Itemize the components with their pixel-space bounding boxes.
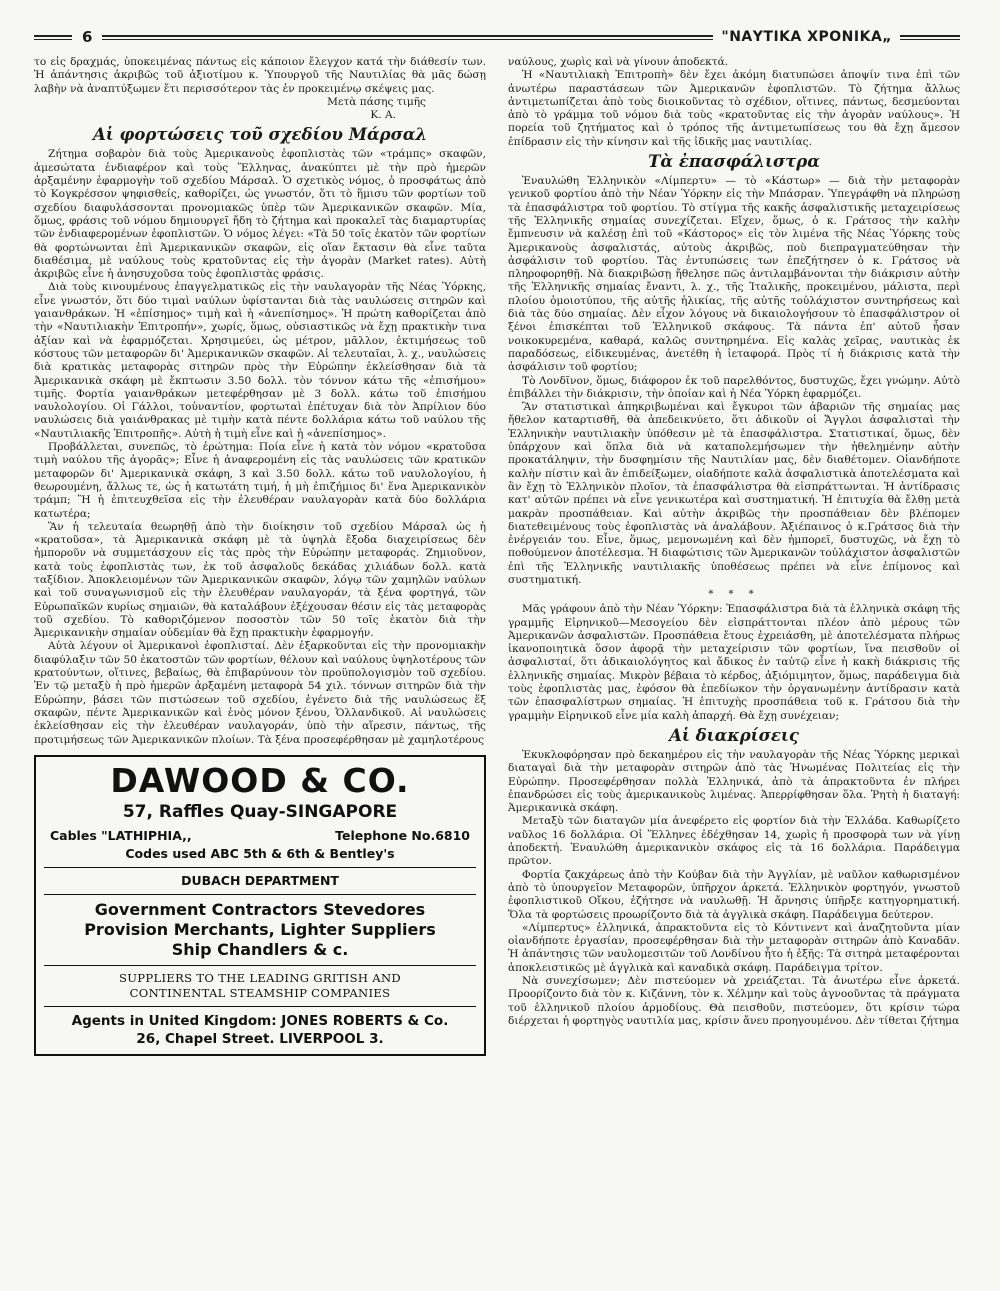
article-heading-discrimination: Αἱ διακρίσεις — [669, 725, 799, 745]
ad-services-line: Ship Chandlers & c. — [171, 939, 349, 959]
article-paragraph: Ἐναυλώθη Ἑλληνικὸν «Λίμπερτυ» — τὸ «Κάστωρ» — διὰ τὴν μεταφορὰν γενικοῦ φορτίου ἀπὸ τὴν Νέαν Ὑόρκην εἰς τὴν Μπάσραν. Ὑπεγράφθη νὰ πληρώσῃ τὰ ἐπασφάλιστρα τοῦ φορτίου. Τὸ στίγμα τῆς κακῆς ἀσφαλιστικῆς μεταχειρίσεως τῆς Ἑλληνικῆς σημαίας συνεχίζεται. Εἴχεν, ὅμως, ὁ κ. Γράτσος τὴν καλὴν ἔμπνευσιν νὰ καλέσῃ ἐπὶ τοῦ «Κάστορος» εἰς τὸν λιμένα τῆς Νέας Ὑόρκης τοὺς Ἀμερικανοὺς ἀσφαλιστάς, αὐτοὺς ἀκριβῶς, ποὺ διεπραγματεύθησαν τὴν ἀσφάλισιν τοῦ φορτίου. Τὰς ἐντυπώσεις των ἐπεζήτησεν ὁ κ. Γράτσος νὰ πληροφορηθῇ. Νὰ διακριβώσῃ ἤθελησε πῶς ἀντιλαμβάνονται τὴν διάκρισιν αὐτὴν τῆς Ἑλληνικῆς σημαίας ἔναντι, λ. χ., τῆς Ἰταλικῆς, προκειμένου, μάλιστα, περὶ πλοίου ὁμοιοτύπου, τῆς αὐτῆς ἡλικίας, τῆς αὐτῆς τοὐλάχιστον συντηρήσεως καὶ διὰ τὰς δύο σημαίας. Δὲν εἶχον λόγους νὰ δικαιολογήσουν τὸ ἐπασφάλιστρον οἱ ξένοι ἐπισκέπται τοῦ Ἑλληνικοῦ σκάφους. Τὰ πάντα ἐπ' αὐτοῦ ἦσαν νοικοκυρεμένα, καθαρά, καλῶς συντηρημένα. Εἰς καλὰς χεῖρας, ναυτικὰς ἐκ παραδόσεως, εἰδικευμένας, ἀνετέθη ἡ ἰεταφορά. Πρὸς τί ἡ διάκρισις κατὰ τὴν ἀσφάλισιν τοῦ φορτίου; — [508, 175, 960, 374]
section-separator: * * * — [708, 589, 760, 601]
article-paragraph: Νὰ συνεχίσωμεν; Δὲν πιστεύομεν νὰ χρειάζεται. Τὰ ἀνωτέρω εἶνε ἀρκετά. Προορίζοντο διὰ τὸν κ. Κιζάννη, τὸν κ. Χέλμην καὶ τοὺς ἀγνοοῦντας τὰ πράγματα τοῦ ἑλληνικοῦ πλοίου ἁρμοδίους. Θὰ πεισθοῦν, πιστεύομεν, ὅτι κρίσιν τώρα διέρχεται ἡ φορτηγὸς ναυτιλία μας, κρίσιν ἄνευ προηγουμένου. Δὲν τίθεται ζήτημα — [508, 975, 960, 1027]
columns — [34, 56, 960, 1056]
masthead-rule-right — [900, 35, 960, 40]
right-column — [508, 56, 960, 1056]
left-intro-text: το εἰς δραχμάς, ὑποκειμένας πάντως εἰς κάποιον ἔλεγχον κατά τὴν διάθεσίν των. Ἡ ἀπάντησις ἀκριβῶς τοῦ ἀξιοτίμου κ. Ὑπουργοῦ τῆς Ναυτιλίας θὰ μᾶς δώσῃ λαβὴν νὰ ἀναπτύξωμεν ἔτι περισσότερον τὰς ἐν προκειμένῳ σκέψεις μας. — [34, 56, 486, 95]
ad-divider — [44, 965, 476, 966]
article-paragraph: Ἂν στατιστικαὶ ἀπηκριβωμέναι καὶ ἔγκυροι τῶν ἀβαριῶν τῆς σημαίας μας ἤθελον καταρτισθῆ, θὰ ἀπεδεικνύετο, ὅτι ἀδικοῦν οἱ Ἄγγλοι ἀσφαλισταὶ τὴν Ἑλληνικὴν ναυτιλιακὴν ὑπόθεσιν μὲ τὰ ἐπασφάλιστρα. Στατιστικαί, ὅμως, δὲν ὑπάρχουν καὶ ὅπλα διὰ νὰ καταπολεμήσωμεν τὴν ἠθελημένην αὐτὴν προκατάληψιν, τὴν δυσφημίσιν τῆς Ναυτιλίαν μας, δὲν διαθέτομεν. Οἱανδήποτε καλὴν πίστιν καὶ ἂν ἐπιδείξωμεν, οἱαδήποτε καλὰ ἀσφαλιστικὰ ἀποτελέσματα καὶ ἂν ἔχῃ τὸ Ἑλληνικὸν πλοῖον, τὰ ἐπασφάλιστρα θὰ εἰσπράττωνται. Ἡ ἀντίδρασις κατ' αὐτῶν πρέπει νὰ εἶνε γενικωτέρα καὶ συστηματική. Ἡ ἐπιτυχία θὰ ἔλθῃ μετὰ μακρὰν προσπάθειαν. Καὶ αὐτὴν ἀκριβῶς τὴν προσπάθειαν δὲν βλέπομεν διατεθειμένους τοὺς ἐφοπλιστὰς νὰ ἀναλάβουν. Ἀξιέπαινος ὁ κ.Γράτσος διὰ τὴν ἐνέργειάν του. Εἶνε, ὅμως, μεμονωμένη καὶ δὲν ἠμπορεῖ, δυστυχῶς, νὰ ἔχῃ τὸ ποθούμενον ἀποτέλεσμα. Ἡ διαφώτισις τῶν Ἀμερικανῶν τοὐλάχιστον ἀσφαλιστῶν ἐπὶ τῆς Ἑλληνικῆς ναυτιλιακῆς ὑποθέσεως πρέπει νὰ εἶνε ἐπίμονος καὶ συστηματική. — [508, 401, 960, 586]
article-paragraph: Μᾶς γράφουν ἀπὸ τὴν Νέαν Ὑόρκην: Ἐπασφάλιστρα διὰ τὰ ἑλληνικὰ σκάφη τῆς γραμμῆς Εἰρηνικοῦ—Μεσογείου δὲν εἰσπράττονται πλέον ἀπὸ μέρους τῶν Ἀμερικανῶν ἀσφαλιστῶν. Προσπάθεια ἔτους ἐχρειάσθη, μὲ ἀποτελέσματα πλήρως ἱκανοποιητικὰ ὅσον ἀφορᾷ τὴν μεταχείρισιν τῶν φορτίων, ἵνα πεισθοῦν οἱ ἀσφαλισταί, ὅτι ἀδικαιολόγητος καὶ ἄδικος ἐν ταὐτῷ εἶνε ἡ κακὴ διάκρισις τῆς ἑλληνικῆς σημαίας. Μικρὸν βέβαια τὸ κέρδος, ἀξιόμιμητον, ὅμως, παράδειγμα διὰ τοὺς ἐφοπλιστὰς μας, ἐφόσον θὰ ἐπεδίωκον τὴν ὀργανωμένην ἀντίδρασιν κατὰ τῶν ἐπασφαλίστρων σημαίας. Ἡ ἐπιτυχὴς προσπάθεια τοῦ κ. Γράτσου διὰ τὴν γραμμὴν Εἰρηνικοῦ εἶνε μία καλὴ ἀπαρχή. Θὰ ἔχῃ συνέχειαν; — [508, 603, 960, 722]
advertisement-dawood — [34, 755, 486, 1056]
ad-divider — [44, 1006, 476, 1007]
article-paragraph: «Λίμπερτυς» ἑλληνικά, ἀπρακτοῦντα εἰς τὸ Κόντινεντ καὶ ἀναζητοῦντα μίαν οἱανδήποτε ἐργασίαν, προσεφέρθησαν διὰ τὴν μεταφορὰν σιτηρῶν ἀπὸ Καναδᾶν. Ἡ ἀπάντησις τῶν ναυλομεσιτῶν τοῦ Λονδίνου ἦτο ἡ ἑξῆς: Τὰ σιτηρὰ μεταφέρονται ἀποκλειστικῶς μὲ ἀγγλικὰ καὶ καναδικὰ σκάφη. Παράδειγμα τρίτον. — [508, 921, 960, 974]
ad-telephone: Telephone No.6810 — [335, 827, 470, 843]
ad-services-line: Provision Merchants, Lighter Suppliers — [84, 919, 436, 939]
ad-cables: Cables "LATHIPHIA,, — [50, 827, 192, 843]
ad-agents-line: Agents in United Kingdom: JONES ROBERTS & Co. — [71, 1012, 449, 1029]
newspaper-title: "ΝΑΥΤΙΚΑ ΧΡΟΝΙΚΑ„ — [721, 29, 892, 45]
article-paragraph: Ἂν ἡ τελευταία θεωρηθῇ ἀπὸ τὴν διοίκησιν τοῦ σχεδίου Μάρσαλ ὡς ἡ «κρατοῦσα», τὰ Ἀμερικανικὰ σκάφη μὲ τὰ ὑψηλὰ ἔξοδα διαχειρίσεως δὲν ἠμποροῦν νὰ συμμετάσχουν εἰς τὰς πρὸς τὴν Εὐρώπην μεταφοράς. Ζημιοῦνον, κατὰ τοὺς ἐφοπλιστὰς των, ἐκ τοῦ ἀσφαλοῦς δεκάδας χιλιάδων δολλ. κατὰ ταξίδιον. Ἀποκλειομένων τῶν Ἀμερικανικῶν σκαφῶν, λόγῳ τῶν χαμηλῶν ναύλων καὶ τοῦ συναγωνισμοῦ εἰς τὴν ἐλευθέραν ναυλαγοράν, τὰ ξένα φορτηγά, τῶν Εὐρωπαϊκῶν κυρίως σημαιῶν, θὰ καταλάβουν ἐξέχουσαν θέσιν εἰς τὰς μεταφορὰς τοῦ σχεδίου. Τὸ καθοριζόμενον ποσοστὸν τῶν 50 τοῖς ἑκατὸν διὰ τὴν Ἀμερικανικὴν σημαίαν οὐδεμίαν θὰ ἔχῃ πρακτικὴν ἐφαρμογήν. — [34, 520, 486, 640]
letter-initials: Κ. Α. — [370, 109, 396, 122]
ad-address: 57, Raffles Quay-SINGAPORE — [122, 801, 398, 822]
masthead-rule-middle — [102, 35, 713, 40]
article-paragraph: Τὸ Λονδῖνον, ὅμως, διάφορον ἐκ τοῦ παρελθόντος, δυστυχῶς, ἔχει γνώμην. Αὐτὸ ἐπιβάλλει τὴν διάκρισιν, τὴν ὁποίαν καὶ ἡ Νέα Ὑόρκη ἐφαρμόζει. — [508, 374, 960, 400]
ad-services-line: Government Contractors Stevedores — [94, 899, 426, 919]
letter-closing: Μετὰ πάσης τιμῆς — [327, 95, 426, 108]
article-paragraph: Φορτία ζακχάρεως ἀπὸ τὴν Κούβαν διὰ τὴν Ἀγγλίαν, μὲ ναῦλον καθωρισμένον ἀπὸ τὸ ὑπουργεῖον Μεταφορῶν, ὑπῆρχον ἀρκετά. Ἑλληνικὸν φορτηγόν, γνωστοῦ ἐφοπλιστικοῦ Οἴκου, ἐζήτησε νὰ ναυλωθῇ. Ἡ ἄρνησις ὑπῆρξε κατηγορηματική. Ὅλα τὰ φορτώσεις προωρίζοντο διὰ τὰ ἀγγλικὰ σκάφη. Παράδειγμα δεύτερον. — [508, 868, 960, 921]
ad-divider — [44, 867, 476, 868]
article-paragraph: Αὐτὰ λέγουν οἱ Ἀμερικανοὶ ἐφοπλισταί. Δὲν ἐξαρκοῦνται εἰς τὴν προνομιακὴν διαφύλαξιν τῶν 50 ἑκατοστῶν τῶν φορτίων, θέλουν καὶ ναύλους ὑψηλοτέρους τῶν κρατούντων, οἵτινες, βεβαίως, θὰ ἐπιβαρύνουν τὸν προϋπολογισμὸν τοῦ σχεδίου. Ἐν τῷ μεταξὺ ἡ πρὸ ἡμερῶν ἀρξαμένη μεταφορὰ 54 χιλ. τόννων σιτηρῶν διὰ τὴν Εὐρώπην, βάσει τῶν πιστώσεων τοῦ σχεδίου, ἐγένετο διὰ τῆς ναυλώσεως ἕξ σκαφῶν, πέντε Ἀμερικανικῶν καὶ ἑνὸς μόνον ξένου, Ὁλλανδικοῦ. Αἱ ναυλώσεις ἐκλείσθησαν εἰς τὴν ἐλευθέραν ναυλαγοράν, ὑπὸ τὴν αἵρεσιν, πάντως, τῆς προτιμήσεως τῶν Ἀμερικανικῶν πλοίων. Τὰ ξένα προσεφέρθησαν μὲ χαμηλοτέρους — [34, 640, 486, 746]
article-paragraph: Διὰ τοὺς κινουμένους ἐπαγγελματικῶς εἰς τὴν ναυλαγορὰν τῆς Νέας Ὑόρκης, εἶνε γνωστόν, ὅτι δύο τιμαὶ ναύλων ὑφίστανται διὰ τὰς ναυλώσεις σιτηρῶν καὶ γαιανθράκων. Ἡ «ἐπίσημος» τιμὴ καὶ ἡ «ἀνεπίσημος». Ἡ πρώτη καθορίζεται ἀπὸ τὴν «Ναυτιλιακὴν Ἐπιτροπήν», χωρίς, ὅμως, οὐσιαστικῶς νὰ ἔχῃ πρακτικὴν τινα ἀξίαν καὶ νὰ ἐφαρμόζεται. Χρησιμεύει, ὡς μέτρον, μᾶλλον, ἐκτιμήσεως τοῦ κόστους τῶν μεταφορῶν δι' Ἀμερικανικῶν σκαφῶν. Αἱ τελευταῖαι, λ. χ., ναυλώσεις διὰ κρατικὰς μεταφορὰς σιτηρῶν πρὸς τὴν Εὐρώπην ἐκλείσθησαν διὰ τὰ Ἀμερικανικὰ σκάφη μὲ ἔκπτωσιν 3.50 δολλ. τὸν τόννον κάτω τῆς «ἐπισήμου» τιμῆς. Φορτία γαιανθράκων μετεφέρθησαν μὲ 3 δολλ. κάτω τοῦ ἐπισήμου ναυλολογίου. Οἱ Γάλλοι, τοὐναντίον, φορτωταὶ ἐπέτυχαν διὰ τὸν Ἀπρίλιον δύο ναυλώσεις διὰ γαιάνθρακας μὲ τιμὴν κατὰ πέντε δολλάρια κάτω τοῦ ναύλου τῆς «Ναυτιλιακῆς Ἐπιτροπῆς». Αὐτὴ ἡ τιμὴ εἶνε καὶ ἡ «ἀνεπίσημος». — [34, 281, 486, 440]
article-paragraph: Μεταξὺ τῶν διαταγῶν μία ἀνεφέρετο εἰς φορτίον διὰ τὴν Ἑλλάδα. Καθωρίζετο ναῦλος 16 δολλάρια. Οἱ Ἕλληνες ἐδέχθησαν 14, χωρὶς ἡ προσφορὰ των νὰ γίνῃ ἀποδεκτή. Ἐναυλώθη ἀμερικανικὸν σκάφος εἰς τὰ 16 δολλάρια. Παράδειγμα πρῶτον. — [508, 815, 960, 868]
ad-agents-address: 26, Chapel Street. LIVERPOOL 3. — [136, 1030, 384, 1047]
ad-codes: Codes used ABC 5th & 6th & Bentley's — [125, 845, 395, 861]
ad-suppliers-line: SUPPLIERS TO THE LEADING GRITISH AND — [118, 970, 402, 985]
masthead-rule-left — [34, 35, 72, 40]
article-heading-surcharges: Τὰ ἐπασφάλιστρα — [648, 152, 820, 172]
article-paragraph: Ζήτημα σοβαρὸν διὰ τοὺς Ἀμερικανοὺς ἐφοπλιστὰς τῶν «τράμπς» σκαφῶν, ἀμεσώτατα ἐνδιαφέρον καὶ τοὺς Ἕλληνας, ἀνακύπτει μὲ τὴν πρὸ ἡμερῶν ἀρξαμένην ἐφαρμογὴν τοῦ σχεδίου Μάρσαλ. Ὁ σχετικὸς νόμος, ὁ προσφάτως ἀπὸ τὸ Κογκρέσσον ψηφισθείς, καθορίζει, ὡς γνωστόν, ὅτι τὸ ἥμισυ τῶν φορτίων τοῦ σχεδίου διαφυλάσσονται προνομιακῶς ὑπὲρ τῶν Ἀμερικανικῶν σκαφῶν. Μία, ὅμως, φράσις τοῦ νόμου δημιουργεῖ ἤδη τὸ ζήτημα καὶ προκαλεῖ τὰς διαμαρτυρίας τῶν ἐνδιαφερομένων ἐφοπλιστῶν. Ὁ νόμος λέγει: «Τὰ 50 τοῖς ἑκατὸν τῶν φορτίων θὰ φορτώνωνται ἐπὶ Ἀμερικανικῶν σκαφῶν, εἰς οἵαν ἔκτασιν θὰ εἶνε ταῦτα διαθέσιμα, μὲ ναύλους τοὺς κρατοῦντας εἰς τὴν ἀγορὰν (Market rates). Αὐτὴ ἀκριβῶς εἶνε ἡ ἀνησυχοῦσα τοὺς ἐφοπλιστὰς φράσις. — [34, 148, 486, 281]
right-intro-paragraph: Ἡ «Ναυτιλιακὴ Ἐπιτροπὴ» δὲν ἔχει ἀκόμη διατυπώσει ἀποψίν τινα ἐπὶ τῶν ἀνωτέρω παραστάσεων τῶν Ἀμερικανῶν ἐφοπλιστῶν. Τὸ ζήτημα ἄλλως ἀντιμετωπίζεται ἀπὸ τοὺς διοικοῦντας τὸ σχέδιον, οἵτινες, πάντως, δεσμεύονται ἀπὸ τὸ γράμμα τοῦ νόμου διὰ τοὺς «κρατοῦντας εἰς τὴν ἀγορὰν ναύλους». Ἡ πορεία τοῦ ζητήματος καὶ ὁ τρόπος τῆς ἀντιμετωπίσεως του θὰ ἔχῃ ἄμεσον ἐπίδρασιν εἰς τὴν κίνησιν καὶ τῆς ἰδικῆς μας ναυτιλίας. — [508, 69, 960, 148]
ad-suppliers-line: CONTINENTAL STEAMSHIP COMPANIES — [129, 985, 391, 1000]
masthead — [34, 22, 960, 52]
article-paragraph: Ἐκυκλοφόρησαν πρὸ δεκαημέρου εἰς τὴν ναυλαγορὰν τῆς Νέας Ὑόρκης μερικαὶ διαταγαὶ διὰ τὴν μεταφορὰν σιτηρῶν ἀπὸ τὰς Ἡνωμένας Πολιτείας εἰς τὴν Εὐρώπην. Προσεφέρθησαν πολλὰ Ἑλληνικά, ἀπὸ τὰ ἀπρακτοῦντα ἐν πλήρει ἐπανδρώσει εἰς τοὺς ἀμερικανικοὺς λιμένας. Ἀπερρίφθησαν ὅλα. Ῥητὴ ἡ διαταγή: Ἀμερικανικὰ σκάφη. — [508, 748, 960, 815]
left-column — [34, 56, 486, 1056]
right-intro-text: ναύλους, χωρὶς καὶ νὰ γίνουν ἀποδεκτά. — [508, 56, 729, 68]
ad-department: DUBACH DEPARTMENT — [181, 872, 339, 888]
ad-divider — [44, 894, 476, 895]
article-heading-marshall: Αἱ φορτώσεις τοῦ σχεδίου Μάρσαλ — [92, 125, 428, 145]
article-paragraph: Προβάλλεται, συνεπῶς, τὸ ἐρώτημα: Ποία εἶνε ἡ κατὰ τὸν νόμον «κρατοῦσα τιμὴ ναύλου τῆς ἀγορᾶς»; Εἶνε ἡ ἀναφερομένη εἰς τὰς ναυλώσεις τῶν κρατικῶν μεταφορῶν δι' Ἀμερικανικὰ σκάφη, 3 καὶ 3.50 δολλ. κάτω τοῦ ναυλολογίου, ἡ θεωρουμένη, ἄλλως τε, ὡς ἡ κατωτάτη τιμή, ἡ μὴ ἐπιζήμιος δι' ἕνα Ἀμερικανικὸν τράμπ; Ἢ ἡ ἐπιτευχθεῖσα εἰς τὴν ἐλευθέραν ναυλαγορὰν κατὰ δύο δολλάρια κατωτέρα; — [34, 441, 486, 520]
ad-contact-row — [44, 823, 476, 845]
page-number: 6 — [82, 28, 93, 46]
ad-company-name: DAWOOD & CO. — [110, 760, 410, 800]
